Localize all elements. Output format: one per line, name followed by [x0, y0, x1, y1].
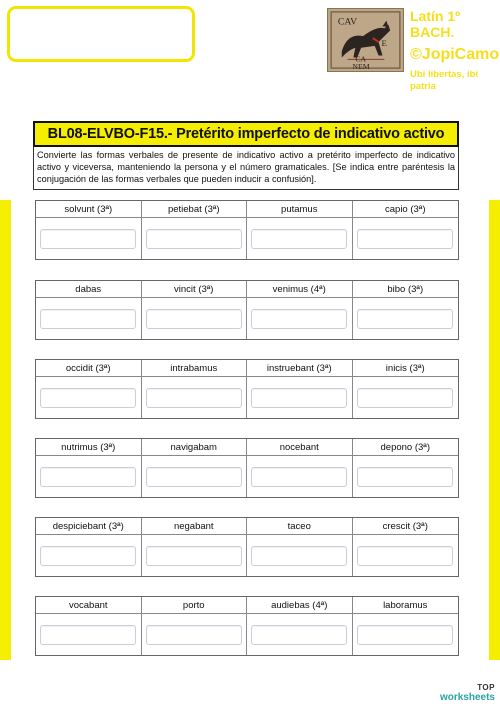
verb-form-label: venimus (4ª)	[247, 281, 353, 298]
worksheet-title-box	[33, 121, 459, 147]
answer-input[interactable]	[40, 309, 136, 329]
course-label: Latín 1º BACH.	[410, 8, 461, 40]
exercise-table	[35, 517, 459, 577]
verb-form-label: inicis (3ª)	[353, 360, 459, 377]
verb-form-label: nocebant	[247, 439, 353, 456]
exercise-table	[35, 359, 459, 419]
answer-input[interactable]	[40, 546, 136, 566]
verb-form-label: negabant	[142, 518, 248, 535]
motto-label: Ubi libertas, ibi patria	[410, 69, 479, 92]
left-yellow-bar	[0, 200, 11, 660]
answer-input[interactable]	[40, 467, 136, 487]
answer-cell	[353, 535, 459, 576]
answer-cell	[353, 298, 459, 339]
answer-cell	[36, 218, 142, 259]
answer-cell	[36, 614, 142, 655]
verb-form-label: intrabamus	[142, 360, 248, 377]
answer-cell	[247, 614, 353, 655]
answer-cell	[353, 218, 459, 259]
answer-cell	[36, 377, 142, 418]
verb-form-label: bibo (3ª)	[353, 281, 459, 298]
answer-input[interactable]	[357, 388, 453, 408]
answer-input[interactable]	[251, 309, 347, 329]
answer-input[interactable]	[357, 229, 453, 249]
verb-form-label: putamus	[247, 201, 353, 218]
answer-input[interactable]	[40, 388, 136, 408]
answer-input[interactable]	[251, 467, 347, 487]
answer-cell	[36, 535, 142, 576]
logo-text-e: E	[381, 37, 387, 48]
verb-form-label: despiciebant (3ª)	[36, 518, 142, 535]
verb-form-label: nutrimus (3ª)	[36, 439, 142, 456]
answer-input[interactable]	[357, 309, 453, 329]
answer-input[interactable]	[146, 546, 242, 566]
answer-cell	[353, 614, 459, 655]
logo-text-nem: NEM	[352, 62, 370, 71]
exercise-table	[35, 280, 459, 340]
answer-cell	[353, 377, 459, 418]
logo-text-ca: CA	[355, 54, 367, 64]
verb-form-label: taceo	[247, 518, 353, 535]
answer-input[interactable]	[146, 229, 242, 249]
answer-cell	[247, 456, 353, 497]
verb-form-label: crescit (3ª)	[353, 518, 459, 535]
verb-form-label: laboramus	[353, 597, 459, 614]
verb-form-label: vincit (3ª)	[142, 281, 248, 298]
instructions-text: Convierte las formas verbales de presente de indicativo activo a pretérito imperfecto de indicativo activo y viceversa, manteniendo la persona y el número gramaticales. [Se indica entre paréntesis la conjugación de las formas verbales que pueden inducir a confusión].	[33, 147, 459, 190]
answer-input[interactable]	[146, 625, 242, 645]
topworksheets-logo	[440, 683, 495, 703]
answer-input[interactable]	[357, 467, 453, 487]
answer-input[interactable]	[40, 625, 136, 645]
answer-input[interactable]	[146, 309, 242, 329]
verb-form-label: depono (3ª)	[353, 439, 459, 456]
verb-form-label: dabas	[36, 281, 142, 298]
name-field-box	[7, 6, 195, 62]
answer-input[interactable]	[40, 229, 136, 249]
cave-canem-mosaic-logo	[327, 8, 404, 72]
right-yellow-bar	[489, 200, 500, 660]
answer-cell	[36, 456, 142, 497]
exercise-table	[35, 200, 459, 260]
answer-cell	[247, 298, 353, 339]
answer-cell	[247, 377, 353, 418]
logo-text-cav: CAV	[337, 16, 358, 28]
verb-form-label: petiebat (3ª)	[142, 201, 248, 218]
answer-cell	[142, 377, 248, 418]
answer-cell	[247, 218, 353, 259]
answer-cell	[353, 456, 459, 497]
answer-input[interactable]	[357, 546, 453, 566]
answer-cell	[142, 298, 248, 339]
author-label: ©JopiCamo	[410, 46, 500, 63]
dog-mosaic-icon	[328, 9, 403, 71]
verb-form-label: vocabant	[36, 597, 142, 614]
answer-input[interactable]	[251, 388, 347, 408]
answer-input[interactable]	[251, 625, 347, 645]
answer-input[interactable]	[357, 625, 453, 645]
exercise-table	[35, 438, 459, 498]
verb-form-label: porto	[142, 597, 248, 614]
footer-worksheets-label: worksheets	[439, 692, 495, 703]
answer-cell	[142, 614, 248, 655]
answer-input[interactable]	[251, 546, 347, 566]
answer-cell	[142, 535, 248, 576]
brand-block	[410, 8, 498, 93]
answer-cell	[36, 298, 142, 339]
answer-input[interactable]	[146, 388, 242, 408]
answer-input[interactable]	[146, 467, 242, 487]
verb-form-label: instruebant (3ª)	[247, 360, 353, 377]
verb-form-label: capio (3ª)	[353, 201, 459, 218]
worksheet-title: BL08-ELVBO-F15.- Pretérito imperfecto de indicativo activo	[47, 126, 445, 142]
answer-cell	[142, 218, 248, 259]
answer-input[interactable]	[251, 229, 347, 249]
verb-form-label: occidit (3ª)	[36, 360, 142, 377]
answer-cell	[247, 535, 353, 576]
answer-cell	[142, 456, 248, 497]
exercise-table	[35, 596, 459, 656]
verb-form-label: solvunt (3ª)	[36, 201, 142, 218]
verb-form-label: navigabam	[142, 439, 248, 456]
footer-top-label: TOP	[477, 683, 495, 692]
verb-form-label: audiebas (4ª)	[247, 597, 353, 614]
